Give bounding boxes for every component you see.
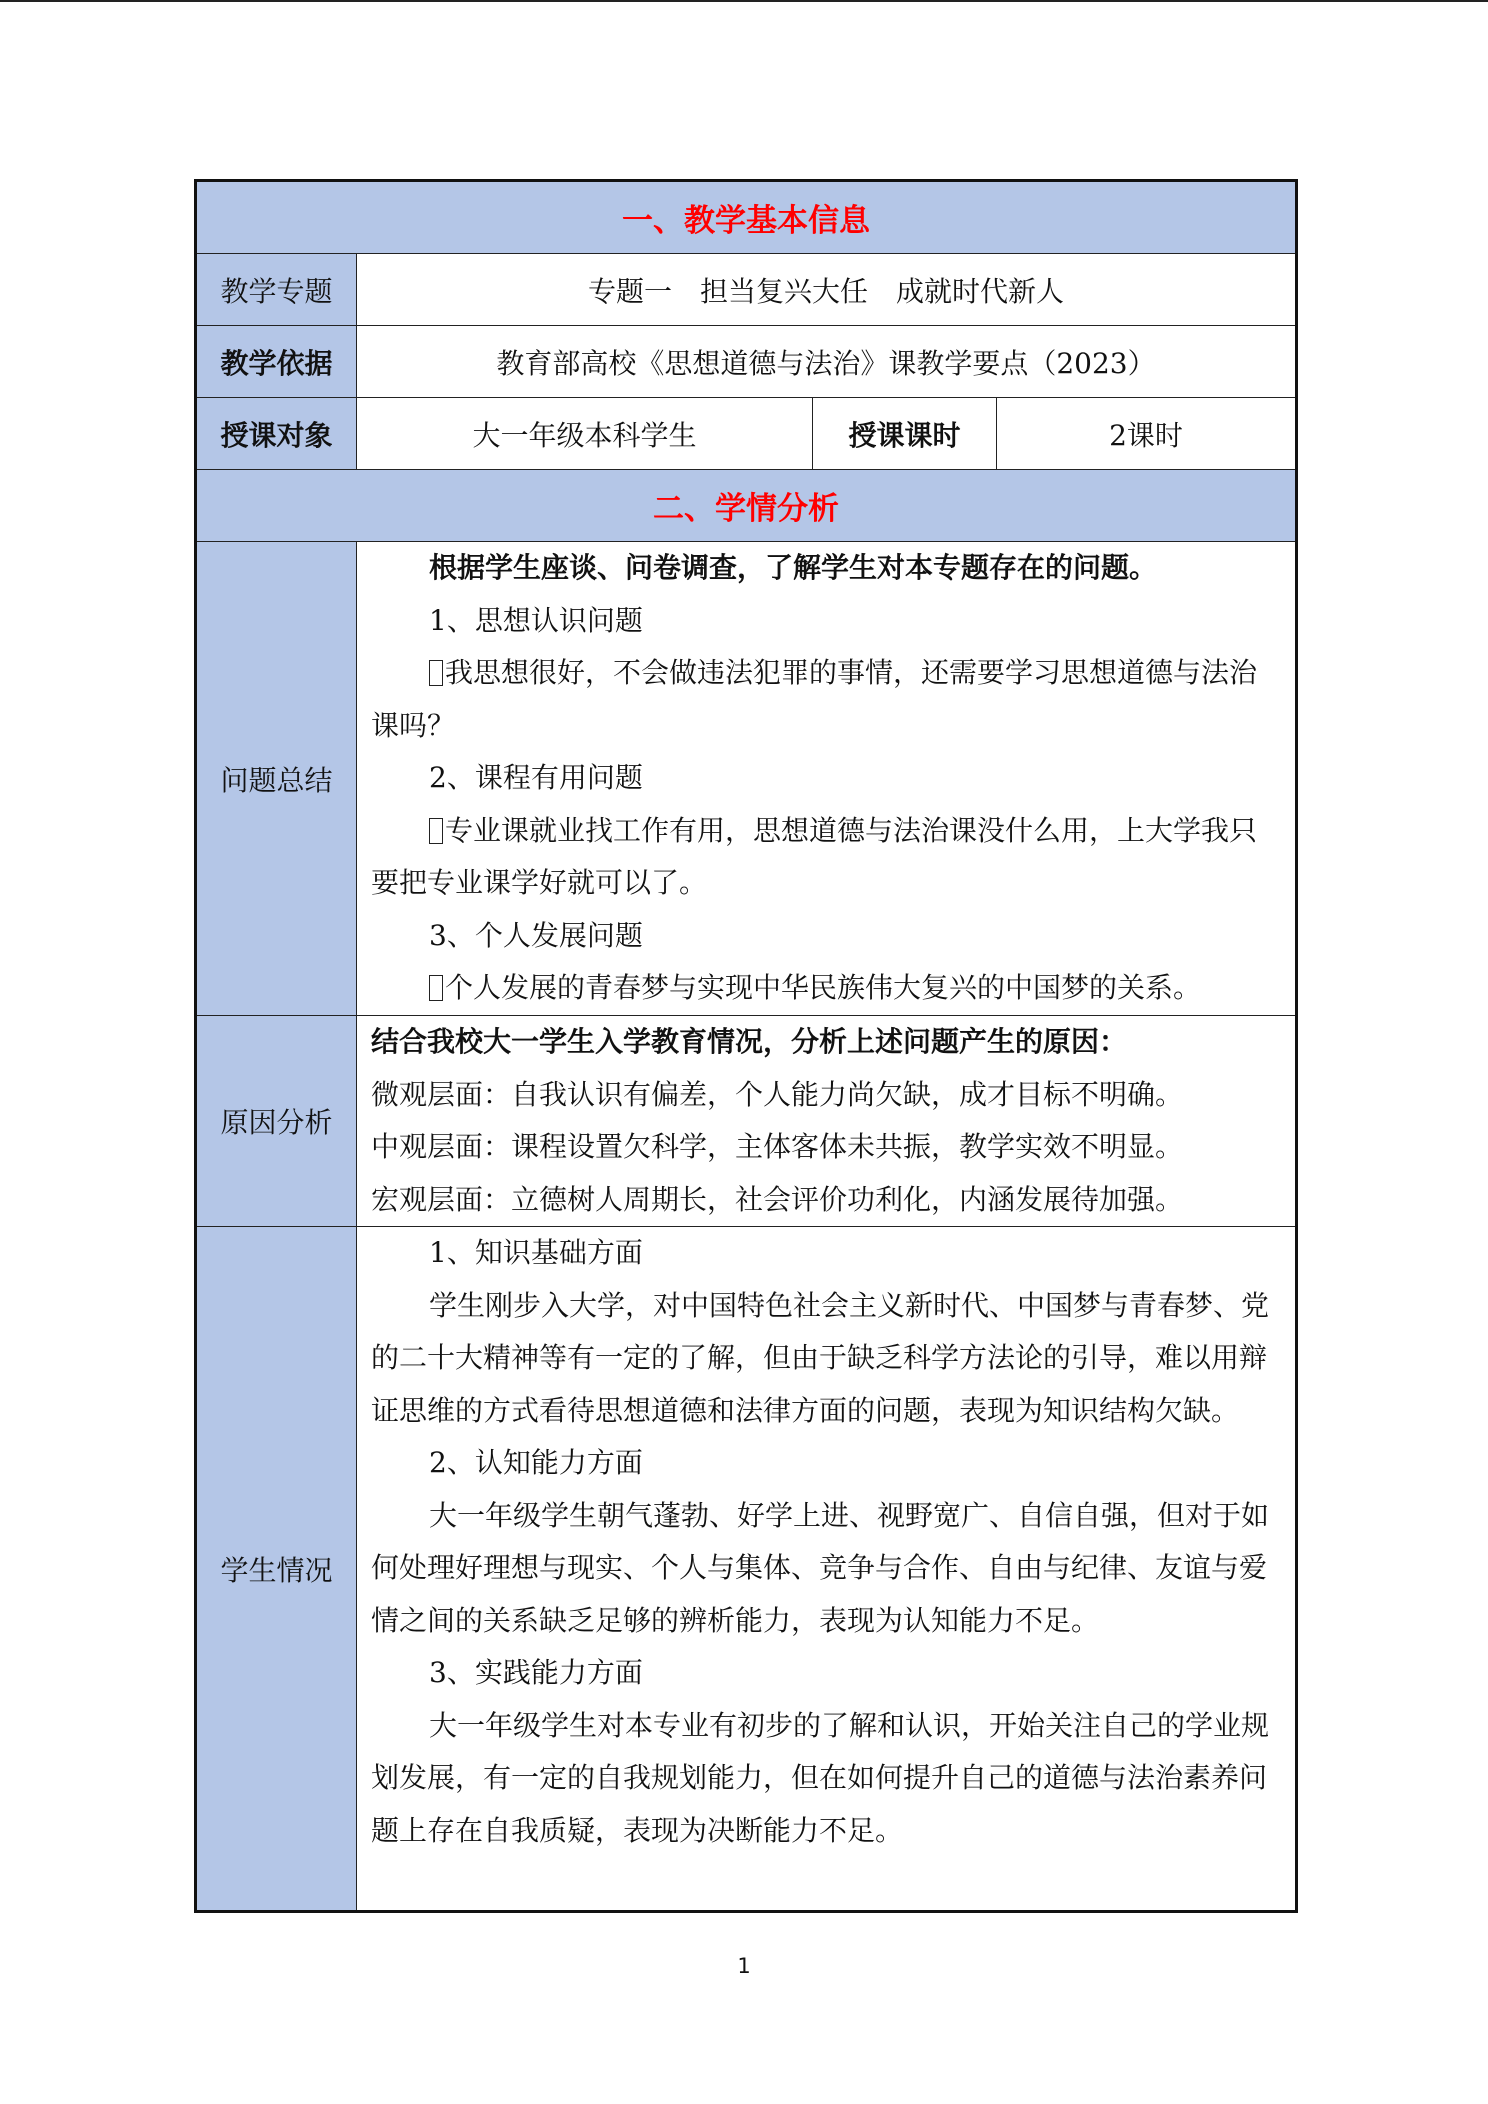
problem-heading-1: 1、思想认识问题 [429,603,643,637]
causes-content [357,1016,1297,1227]
target-value: 大一年级本科学生 [357,398,813,470]
teaching-info-table [194,179,1298,1913]
checkbox-icon [429,975,443,1001]
section1-title: 一、教学基本信息 [196,181,1297,254]
page-top-border [0,0,1488,2]
target-label: 授课对象 [196,398,357,470]
topic-label: 教学专题 [196,254,357,326]
problems-content [357,542,1297,1016]
hours-value: 2课时 [997,398,1297,470]
problem-heading-2: 2、课程有用问题 [429,761,643,794]
page-number: 1 [737,1954,751,1978]
problem-text-1: 我思想很好，不会做违法犯罪的事情，还需要学习思想道德与法治课吗？ [371,656,1258,742]
checkbox-icon [429,660,443,686]
problems-label: 问题总结 [196,542,357,1016]
topic-value: 专题一 担当复兴大任 成就时代新人 [357,254,1297,326]
student-heading-1: 1、知识基础方面 [429,1236,643,1269]
student-heading-3: 3、实践能力方面 [429,1656,643,1689]
problem-text-3: 个人发展的青春梦与实现中华民族伟大复兴的中国梦的关系。 [445,971,1202,1004]
problem-heading-3: 3、个人发展问题 [429,918,643,952]
students-label: 学生情况 [196,1227,357,1912]
student-text-1: 学生刚步入大学，对中国特色社会主义新时代、中国梦与青春梦、党的二十大精神等有一定的了解，但由于缺乏科学方法论的引导，难以用辩证思维的方式看待思想道德和法律方面的问题，表现为知识结构欠缺。 [371,1288,1270,1427]
causes-intro: 结合我校大一学生入学教育情况，分析上述问题产生的原因： [371,1025,1128,1058]
problem-text-2: 专业课就业找工作有用，思想道德与法治课没什么用，上大学我只要把专业课学好就可以了。 [371,813,1258,899]
cause-line-2: 中观层面：课程设置欠科学，主体客体未共振，教学实效不明显。 [371,1130,1184,1163]
student-text-3: 大一年级学生对本专业有初步的了解和认识，开始关注自己的学业规划发展，有一定的自我规划能力，但在如何提升自己的道德与法治素养问题上存在自我质疑，表现为决断能力不足。 [371,1708,1270,1847]
hours-label: 授课课时 [813,398,997,470]
basis-label: 教学依据 [196,326,357,398]
cause-line-3: 宏观层面：立德树人周期长，社会评价功利化，内涵发展待加强。 [371,1182,1184,1216]
student-text-2: 大一年级学生朝气蓬勃、好学上进、视野宽广、自信自强，但对于如何处理好理想与现实、个人与集体、竞争与合作、自由与纪律、友谊与爱情之间的关系缺乏足够的辨析能力，表现为认知能力不足。 [371,1498,1270,1637]
students-content [357,1227,1297,1912]
causes-label: 原因分析 [196,1016,357,1227]
section2-title: 二、学情分析 [196,470,1297,542]
student-heading-2: 2、认知能力方面 [429,1446,643,1479]
cause-line-1: 微观层面：自我认识有偏差，个人能力尚欠缺，成才目标不明确。 [371,1077,1184,1111]
checkbox-icon [429,818,443,844]
problems-intro: 根据学生座谈、问卷调查，了解学生对本专题存在的问题。 [429,551,1158,584]
basis-value: 教育部高校《思想道德与法治》课教学要点（2023） [357,326,1297,398]
